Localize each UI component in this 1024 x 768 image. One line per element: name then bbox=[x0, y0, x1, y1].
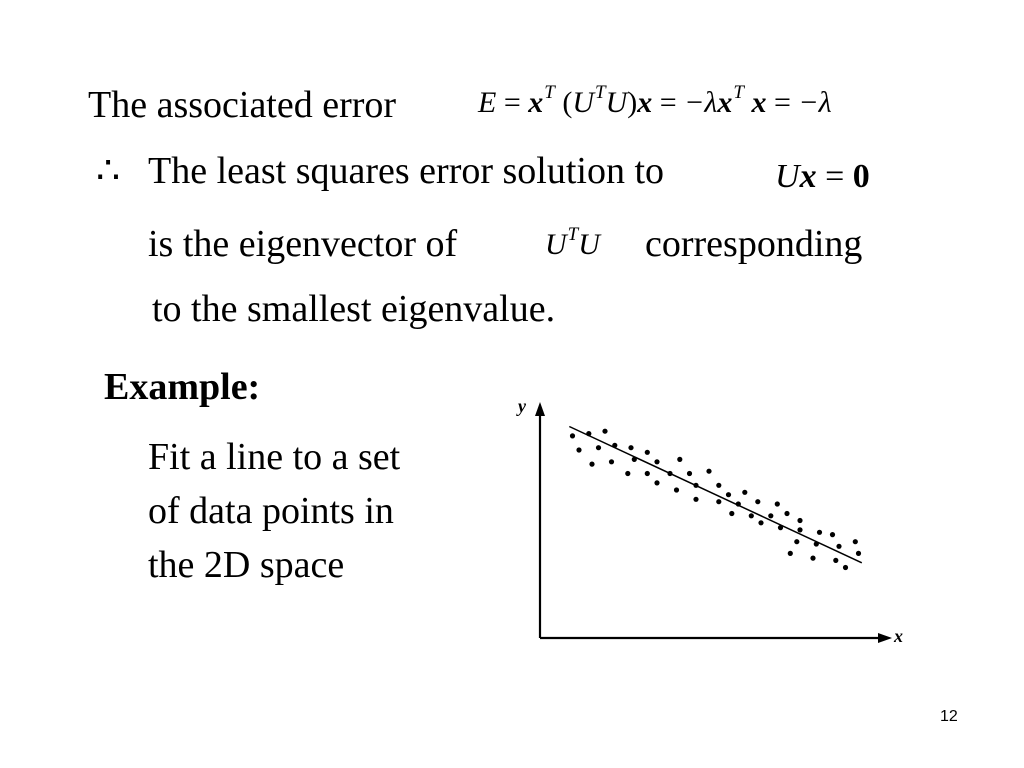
data-point bbox=[693, 497, 698, 502]
data-point bbox=[755, 499, 760, 504]
data-point bbox=[628, 445, 633, 450]
example-heading: Example: bbox=[104, 366, 261, 408]
solution-text: The least squares error solution to bbox=[148, 150, 665, 192]
y-axis-label: y bbox=[518, 396, 526, 416]
data-point bbox=[706, 469, 711, 474]
error-label: The associated error bbox=[88, 84, 397, 126]
data-point bbox=[797, 527, 802, 532]
example-line-2: of data points in bbox=[148, 490, 394, 532]
y-axis bbox=[535, 402, 545, 638]
data-point bbox=[716, 483, 721, 488]
data-point bbox=[836, 544, 841, 549]
data-point bbox=[830, 532, 835, 537]
data-point bbox=[749, 513, 754, 518]
data-point bbox=[833, 558, 838, 563]
eigenvector-text: is the eigenvector of bbox=[148, 223, 458, 265]
data-point bbox=[576, 447, 581, 452]
data-point bbox=[768, 513, 773, 518]
data-point bbox=[797, 518, 802, 523]
example-line-3: the 2D space bbox=[148, 544, 345, 586]
data-point bbox=[843, 565, 848, 570]
data-point bbox=[817, 530, 822, 535]
corresponding-text: corresponding bbox=[645, 223, 863, 265]
y-axis-arrow-icon bbox=[535, 402, 545, 416]
data-point bbox=[654, 480, 659, 485]
data-point bbox=[784, 511, 789, 516]
data-point bbox=[687, 471, 692, 476]
data-point bbox=[596, 445, 601, 450]
utu-expression: $U^TU$ bbox=[545, 224, 600, 261]
data-point bbox=[589, 462, 594, 467]
data-points bbox=[570, 429, 861, 570]
data-point bbox=[654, 459, 659, 464]
data-point bbox=[677, 457, 682, 462]
page-number: 12 bbox=[940, 708, 958, 725]
data-point bbox=[758, 520, 763, 525]
data-point bbox=[645, 471, 650, 476]
data-point bbox=[742, 490, 747, 495]
data-point bbox=[810, 556, 815, 561]
data-point bbox=[775, 501, 780, 506]
fit-line bbox=[569, 427, 862, 563]
data-point bbox=[645, 450, 650, 455]
data-point bbox=[716, 499, 721, 504]
smallest-eigenvalue-text: to the smallest eigenvalue. bbox=[152, 288, 556, 330]
data-point bbox=[625, 471, 630, 476]
data-point bbox=[853, 539, 858, 544]
therefore-symbol: ∴ bbox=[96, 150, 121, 192]
data-point bbox=[602, 429, 607, 434]
ux-equals-zero: Ux = 0 bbox=[775, 158, 870, 195]
x-axis-label: x bbox=[894, 626, 903, 646]
data-point bbox=[726, 492, 731, 497]
x-axis bbox=[540, 633, 892, 643]
scatter-plot bbox=[500, 390, 920, 660]
data-point bbox=[570, 433, 575, 438]
data-point bbox=[609, 459, 614, 464]
data-point bbox=[674, 487, 679, 492]
data-point bbox=[788, 551, 793, 556]
data-point bbox=[794, 539, 799, 544]
data-point bbox=[856, 551, 861, 556]
example-line-1: Fit a line to a set bbox=[148, 436, 401, 478]
data-point bbox=[729, 511, 734, 516]
x-axis-arrow-icon bbox=[878, 633, 892, 643]
error-equation: $E = x^T$ $(U^TU)x = -\lambda x^T$ x = −λ bbox=[478, 82, 832, 119]
